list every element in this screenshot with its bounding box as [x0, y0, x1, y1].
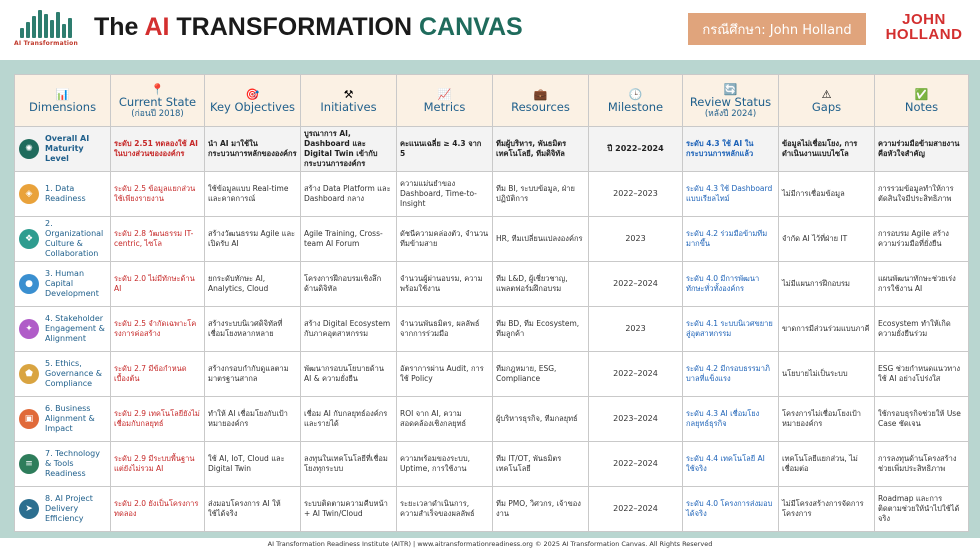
- cell-initiatives: [301, 442, 397, 487]
- cell-notes: [875, 442, 969, 487]
- cell-gaps-text: ไม่มีโครงสร้างการจัดการโครงการ: [782, 499, 864, 518]
- dimension-label: Overall AI Maturity Level: [45, 134, 90, 163]
- column-label: Review Status: [689, 95, 772, 109]
- dimension-cell: [15, 307, 111, 352]
- cell-current: [111, 307, 205, 352]
- cell-resources: [493, 352, 589, 397]
- cell-initiatives: [301, 262, 397, 307]
- column-header-gaps: [779, 75, 875, 127]
- cell-metrics-text: จำนวนผู้ผ่านอบรม, ความพร้อมใช้งาน: [400, 274, 483, 293]
- header-bar: [0, 0, 980, 60]
- cell-review-text: ระดับ 4.0 โครงการส่งมอบได้จริง: [686, 499, 773, 518]
- cell-initiatives-text: พัฒนากรอบนโยบายด้าน AI & ความยั่งยืน: [304, 364, 385, 383]
- logo-text: AI Transformation: [14, 40, 78, 47]
- column-label: Current State: [118, 95, 197, 109]
- cell-metrics-text: อัตราการผ่าน Audit, การใช้ Policy: [400, 364, 484, 383]
- cell-initiatives-text: สร้าง Data Platform และ Dashboard กลาง: [304, 184, 391, 203]
- cell-review-text: ระดับ 4.2 ร่วมมือข้ามทีมมากขึ้น: [686, 229, 768, 248]
- cell-resources-text: ทีม L&D, ผู้เชี่ยวชาญ, แพลตฟอร์มฝึกอบรม: [496, 274, 568, 293]
- cell-notes: [875, 262, 969, 307]
- cell-milestone: [589, 127, 683, 172]
- cell-gaps-text: ไม่มีการเชื่อมข้อมูล: [782, 189, 845, 198]
- cell-review-text: ระดับ 4.0 มีการพัฒนาทักษะทั่วทั้งองค์กร: [686, 274, 760, 293]
- column-label: Metrics: [423, 100, 466, 114]
- cell-current-text: ระดับ 2.5 ข้อมูลแยกส่วน ใช้เพียงรายงาน: [114, 184, 196, 203]
- cell-review: [683, 262, 779, 307]
- cell-current-text: ระดับ 2.0 ยังเป็นโครงการทดลอง: [114, 499, 199, 518]
- cell-gaps-text: ขาดการมีส่วนร่วมแบบภาคี: [782, 324, 870, 333]
- cell-metrics-text: ระยะเวลาดำเนินการ, ความสำเร็จของผลลัพธ์: [400, 499, 475, 518]
- cell-review-text: ระดับ 4.3 AI เชื่อมโยงกลยุทธ์ธุรกิจ: [686, 409, 760, 428]
- column-header-current-state: [111, 75, 205, 127]
- cell-metrics: [397, 217, 493, 262]
- column-header-milestone: [589, 75, 683, 127]
- cell-current: [111, 262, 205, 307]
- cell-resources: [493, 262, 589, 307]
- cell-initiatives: [301, 397, 397, 442]
- cell-initiatives: [301, 307, 397, 352]
- column-label: Initiatives: [320, 100, 377, 114]
- column-sublabel: (หลังปี 2024): [704, 109, 757, 119]
- dimension-cell: [15, 262, 111, 307]
- column-header-resources: [493, 75, 589, 127]
- cell-review-text: ระดับ 4.1 ระบบนิเวศขยายสู่อุตสาหกรรม: [686, 319, 773, 338]
- cell-initiatives-text: ระบบติดตามความคืบหน้า + AI Twin/Cloud: [304, 499, 388, 518]
- brand-line-2: HOLLAND: [885, 26, 963, 43]
- cell-objectives: [205, 172, 301, 217]
- cell-objectives-text: ทำให้ AI เชื่อมโยงกับเป้าหมายองค์กร: [208, 409, 288, 428]
- cell-metrics: [397, 442, 493, 487]
- cell-milestone: [589, 217, 683, 262]
- cell-gaps: [779, 172, 875, 217]
- cell-review-text: ระดับ 4.3 ใช้ Dashboard แบบเรียลไทม์: [686, 184, 773, 203]
- cell-objectives-text: ยกระดับทักษะ AI, Analytics, Cloud: [208, 274, 269, 293]
- column-sublabel: (ก่อนปี 2018): [131, 109, 184, 119]
- cell-milestone: [589, 307, 683, 352]
- cell-current-text: ระดับ 2.7 มีข้อกำหนดเบื้องต้น: [114, 364, 187, 383]
- column-header-initiatives: [301, 75, 397, 127]
- cell-initiatives: [301, 217, 397, 262]
- cell-review: [683, 487, 779, 532]
- cell-objectives: [205, 442, 301, 487]
- cell-current-text: ระดับ 2.8 วัฒนธรรม IT-centric, ไซโล: [114, 229, 194, 248]
- cell-notes: [875, 127, 969, 172]
- cell-metrics-text: ความแม่นยำของ Dashboard, Time-to-Insight: [400, 179, 477, 208]
- cell-gaps-text: ข้อมูลไม่เชื่อมโยง, การดำเนินงานแบบไซโล: [782, 139, 858, 158]
- network-icon: ✺: [19, 139, 39, 159]
- case-study-label: กรณีศึกษา: John Holland: [688, 13, 866, 45]
- cell-initiatives: [301, 487, 397, 532]
- cell-review: [683, 397, 779, 442]
- cell-resources: [493, 172, 589, 217]
- cell-resources-text: ทีม IT/OT, พันธมิตรเทคโนโลยี: [496, 454, 562, 473]
- cell-metrics: [397, 307, 493, 352]
- logo-icon: [20, 10, 72, 38]
- table-row: [15, 397, 969, 442]
- cell-gaps: [779, 262, 875, 307]
- cell-resources: [493, 127, 589, 172]
- header-row: [15, 75, 969, 127]
- title-canvas: CANVAS: [418, 13, 523, 41]
- brand-logo: [884, 12, 964, 42]
- cell-gaps: [779, 127, 875, 172]
- cell-metrics: [397, 397, 493, 442]
- tools-icon: ≡: [19, 454, 39, 474]
- cell-review: [683, 172, 779, 217]
- cell-initiatives-text: โครงการฝึกอบรมเชิงลึกด้านดิจิทัล: [304, 274, 382, 293]
- pin-icon: 📍: [150, 83, 165, 96]
- dimension-cell: [15, 217, 111, 262]
- cell-notes-text: การอบรม Agile สร้างความร่วมมือที่ยั่งยืน: [878, 229, 949, 248]
- cell-initiatives-text: เชื่อม AI กับกลยุทธ์องค์กรและรายได้: [304, 409, 388, 428]
- people-icon: ●: [19, 274, 39, 294]
- dimension-cell: [15, 172, 111, 217]
- cell-objectives: [205, 127, 301, 172]
- cell-initiatives-text: บูรณาการ AI, Dashboard และ Digital Twin เข้ากับกระบวนการองค์กร: [304, 129, 378, 168]
- cell-resources: [493, 217, 589, 262]
- database-icon: ◈: [19, 184, 39, 204]
- cell-resources: [493, 397, 589, 442]
- cell-notes-text: Ecosystem ทำให้เกิดความยั่งยืนร่วม: [878, 319, 951, 338]
- cell-resources: [493, 442, 589, 487]
- column-label: Milestone: [607, 100, 664, 114]
- cell-objectives: [205, 352, 301, 397]
- cell-notes: [875, 397, 969, 442]
- cell-review: [683, 442, 779, 487]
- cell-objectives-text: สร้างระบบนิเวศดิจิทัลที่เชื่อมโยงหลากหลาย: [208, 319, 283, 338]
- cell-resources-text: ทีม BD, ทีม Ecosystem, ทีมลูกค้า: [496, 319, 580, 338]
- cell-notes-text: ESG ช่วยกำหนดแนวทางใช้ AI อย่างโปร่งใส: [878, 364, 961, 383]
- cell-metrics: [397, 172, 493, 217]
- dimension-label: 1. Data Readiness: [45, 184, 86, 203]
- cell-initiatives: [301, 352, 397, 397]
- cell-notes-text: แผนพัฒนาทักษะช่วยเร่งการใช้งาน AI: [878, 274, 956, 293]
- cell-current-text: ระดับ 2.9 มีระบบพื้นฐาน แต่ยังไม่รวม AI: [114, 454, 195, 473]
- cell-resources-text: ทีมกฎหมาย, ESG, Compliance: [496, 364, 557, 383]
- cell-resources-text: ทีมผู้บริหาร, พันธมิตรเทคโนโลยี, ทีมดิจิทัล: [496, 139, 567, 158]
- title-mid: TRANSFORMATION: [169, 13, 419, 41]
- cell-current-text: ระดับ 2.51 ทดลองใช้ AI ในบางส่วนขององค์กร: [114, 139, 198, 158]
- cell-initiatives-text: สร้าง Digital Ecosystem กับภาคอุตสาหกรรม: [304, 319, 391, 338]
- cell-metrics: [397, 487, 493, 532]
- cell-notes-text: ใช้กรอบธุรกิจช่วยให้ Use Case ชัดเจน: [878, 409, 961, 428]
- cell-gaps: [779, 217, 875, 262]
- cell-milestone: [589, 442, 683, 487]
- cell-initiatives-text: Agile Training, Cross-team AI Forum: [304, 229, 383, 248]
- dimension-cell: [15, 442, 111, 487]
- cell-resources: [493, 487, 589, 532]
- cell-metrics-text: คะแนนเฉลี่ย ≥ 4.3 จาก 5: [400, 139, 482, 158]
- dimension-label: 2. Organizational Culture & Collaboration: [45, 219, 104, 258]
- dimension-label: 3. Human Capital Development: [45, 269, 99, 298]
- cell-current: [111, 442, 205, 487]
- cell-current: [111, 172, 205, 217]
- cell-metrics: [397, 352, 493, 397]
- team-icon: ❖: [19, 229, 39, 249]
- cell-metrics-text: จำนวนพันธมิตร, ผลลัพธ์จากการร่วมมือ: [400, 319, 480, 338]
- cell-review: [683, 217, 779, 262]
- column-label: Notes: [904, 100, 939, 114]
- cell-metrics-text: ROI จาก AI, ความสอดคล้องเชิงกลยุทธ์: [400, 409, 467, 428]
- cell-milestone-text: 2023–2024: [613, 414, 658, 423]
- dimension-label: 8. AI Project Delivery Efficiency: [45, 494, 93, 523]
- cell-milestone: [589, 352, 683, 397]
- cell-review-text: ระดับ 4.3 ใช้ AI ในกระบวนการหลักแล้ว: [686, 139, 754, 158]
- cell-review-text: ระดับ 4.4 เทคโนโลยี AI ใช้จริง: [686, 454, 765, 473]
- cell-resources-text: HR, ทีมเปลี่ยนแปลงองค์กร: [496, 234, 583, 243]
- cell-current-text: ระดับ 2.5 จำกัดเฉพาะโครงการค่อสร้าง: [114, 319, 197, 338]
- column-label: Resources: [511, 100, 570, 114]
- cell-gaps: [779, 487, 875, 532]
- shield-icon: ⬟: [19, 364, 39, 384]
- cell-milestone: [589, 397, 683, 442]
- cell-objectives-text: ใช้ AI, IoT, Cloud และ Digital Twin: [208, 454, 285, 473]
- warning-icon: ⚠: [821, 88, 832, 101]
- cell-gaps: [779, 352, 875, 397]
- cell-gaps-text: เทคโนโลยีแยกส่วน, ไม่เชื่อมต่อ: [782, 454, 858, 473]
- cell-current: [111, 352, 205, 397]
- cell-notes: [875, 172, 969, 217]
- briefcase-icon: 💼: [533, 88, 548, 101]
- cell-objectives-text: ใช้ข้อมูลแบบ Real-time และคาดการณ์: [208, 184, 289, 203]
- table-row: [15, 307, 969, 352]
- tools-icon: ⚒: [343, 88, 354, 101]
- cell-milestone-text: 2022–2024: [613, 369, 658, 378]
- cell-gaps: [779, 307, 875, 352]
- cell-milestone: [589, 172, 683, 217]
- cell-resources-text: ทีม BI, ระบบข้อมูล, ฝ่ายปฏิบัติการ: [496, 184, 575, 203]
- cell-objectives-text: ส่งมอบโครงการ AI ให้ใช้ได้จริง: [208, 499, 281, 518]
- title-prefix: The: [94, 13, 145, 41]
- dimension-label: 4. Stakeholder Engagement & Alignment: [45, 314, 105, 343]
- cell-resources: [493, 307, 589, 352]
- dimension-cell: [15, 397, 111, 442]
- canvas-frame: [0, 60, 980, 538]
- cell-metrics: [397, 127, 493, 172]
- cell-notes: [875, 217, 969, 262]
- canvas-table: [14, 74, 969, 532]
- cell-review-text: ระดับ 4.2 มีกรอบธรรมาภิบาลที่แข็งแรง: [686, 364, 770, 383]
- dimension-label: 5. Ethics, Governance & Compliance: [45, 359, 103, 388]
- cell-milestone: [589, 262, 683, 307]
- cell-milestone-text: 2022–2024: [613, 459, 658, 468]
- cell-metrics-text: ความพร้อมของระบบ, Uptime, การใช้งาน: [400, 454, 471, 473]
- dimension-label: 7. Technology & Tools Readiness: [45, 449, 100, 478]
- column-header-key-objectives: [205, 75, 301, 127]
- cell-current: [111, 127, 205, 172]
- cell-objectives: [205, 217, 301, 262]
- page-title: [94, 13, 523, 42]
- dimension-cell: [15, 487, 111, 532]
- table-row: [15, 442, 969, 487]
- cell-resources-text: ผู้บริหารธุรกิจ, ทีมกลยุทธ์: [496, 414, 578, 423]
- cell-metrics-text: ดัชนีความคล่องตัว, จำนวนทีมข้ามสาย: [400, 229, 489, 248]
- cell-initiatives: [301, 172, 397, 217]
- dimension-cell: [15, 352, 111, 397]
- cell-objectives: [205, 397, 301, 442]
- column-header-dimensions: [15, 75, 111, 127]
- overall-row: [15, 127, 969, 172]
- column-label: Dimensions: [28, 100, 97, 114]
- cell-notes: [875, 487, 969, 532]
- cell-gaps-text: โครงการไม่เชื่อมโยงเป้าหมายองค์กร: [782, 409, 861, 428]
- cell-objectives-text: นำ AI มาใช้ในกระบวนการหลักขององค์กร: [208, 139, 297, 158]
- cell-review: [683, 127, 779, 172]
- rocket-icon: ➤: [19, 499, 39, 519]
- cell-milestone-text: 2022–2024: [613, 279, 658, 288]
- table-row: [15, 172, 969, 217]
- cell-objectives-text: สร้างกรอบกำกับดูแลตามมาตรฐานสากล: [208, 364, 289, 383]
- cell-objectives: [205, 487, 301, 532]
- handshake-icon: ✦: [19, 319, 39, 339]
- table-row: [15, 352, 969, 397]
- cell-gaps-text: นโยบายไม่เป็นระบบ: [782, 369, 848, 378]
- cell-objectives: [205, 262, 301, 307]
- column-header-metrics: [397, 75, 493, 127]
- cell-milestone-text: ปี 2022–2024: [607, 144, 664, 153]
- trend-icon: 📈: [437, 88, 452, 101]
- cell-initiatives-text: ลงทุนในเทคโนโลยีที่เชื่อมโยงทุกระบบ: [304, 454, 388, 473]
- column-label: Key Objectives: [209, 100, 296, 114]
- cell-current-text: ระดับ 2.0 ไม่มีทักษะด้าน AI: [114, 274, 195, 293]
- clock-icon: 🕒: [628, 88, 643, 101]
- target-icon: 🎯: [245, 88, 260, 101]
- canvas-table-wrap: [14, 74, 968, 531]
- column-label: Gaps: [811, 100, 842, 114]
- cell-notes: [875, 307, 969, 352]
- cell-current: [111, 487, 205, 532]
- table-row: [15, 217, 969, 262]
- cell-notes-text: การรวมข้อมูลทำให้การตัดสินใจมีประสิทธิภาพ: [878, 184, 954, 203]
- cell-gaps-text: จำกัด AI ไว้ที่ฝ่าย IT: [782, 234, 848, 243]
- refresh-icon: 🔄: [723, 83, 738, 96]
- column-header-review-status: [683, 75, 779, 127]
- cell-gaps: [779, 442, 875, 487]
- title-ai: AI: [144, 13, 170, 41]
- table-body: [15, 127, 969, 532]
- cell-initiatives: [301, 127, 397, 172]
- column-header-notes: [875, 75, 969, 127]
- briefcase-icon: ▣: [19, 409, 39, 429]
- cell-milestone-text: 2022–2024: [613, 504, 658, 513]
- brand-line-1: JOHN: [902, 11, 946, 28]
- table-row: [15, 487, 969, 532]
- cell-notes: [875, 352, 969, 397]
- cell-milestone-text: 2023: [625, 234, 646, 243]
- cell-review: [683, 307, 779, 352]
- cell-current: [111, 397, 205, 442]
- dimension-cell: [15, 127, 111, 172]
- cell-milestone-text: 2023: [625, 324, 646, 333]
- cell-milestone: [589, 487, 683, 532]
- cell-gaps: [779, 397, 875, 442]
- footer-text: AI Transformation Readiness Institute (AITR) | www.aitransformationreadiness.org © 2025 AI Transformation Canvas. All Rights Reserved: [267, 540, 713, 548]
- cell-metrics: [397, 262, 493, 307]
- check-icon: ✅: [914, 88, 929, 101]
- cell-objectives: [205, 307, 301, 352]
- cell-notes-text: ความร่วมมือข้ามสายงานคือหัวใจสำคัญ: [878, 139, 960, 158]
- cell-current: [111, 217, 205, 262]
- cell-gaps-text: ไม่มีแผนการฝึกอบรม: [782, 279, 850, 288]
- chart-icon: 📊: [55, 88, 70, 101]
- cell-resources-text: ทีม PMO, วิศวกร, เจ้าของงาน: [496, 499, 581, 518]
- cell-milestone-text: 2022–2023: [613, 189, 658, 198]
- table-row: [15, 262, 969, 307]
- cell-notes-text: Roadmap และการติดตามช่วยให้นำไปใช้ได้จริง: [878, 494, 960, 523]
- cell-review: [683, 352, 779, 397]
- dimension-label: 6. Business Alignment & Impact: [45, 404, 95, 433]
- cell-current-text: ระดับ 2.9 เทคโนโลยียังไม่เชื่อมกับกลยุทธ์: [114, 409, 200, 428]
- cell-notes-text: การลงทุนด้านโครงสร้างช่วยเพิ่มประสิทธิภาพ: [878, 454, 957, 473]
- cell-objectives-text: สร้างวัฒนธรรม Agile และเปิดรับ AI: [208, 229, 296, 248]
